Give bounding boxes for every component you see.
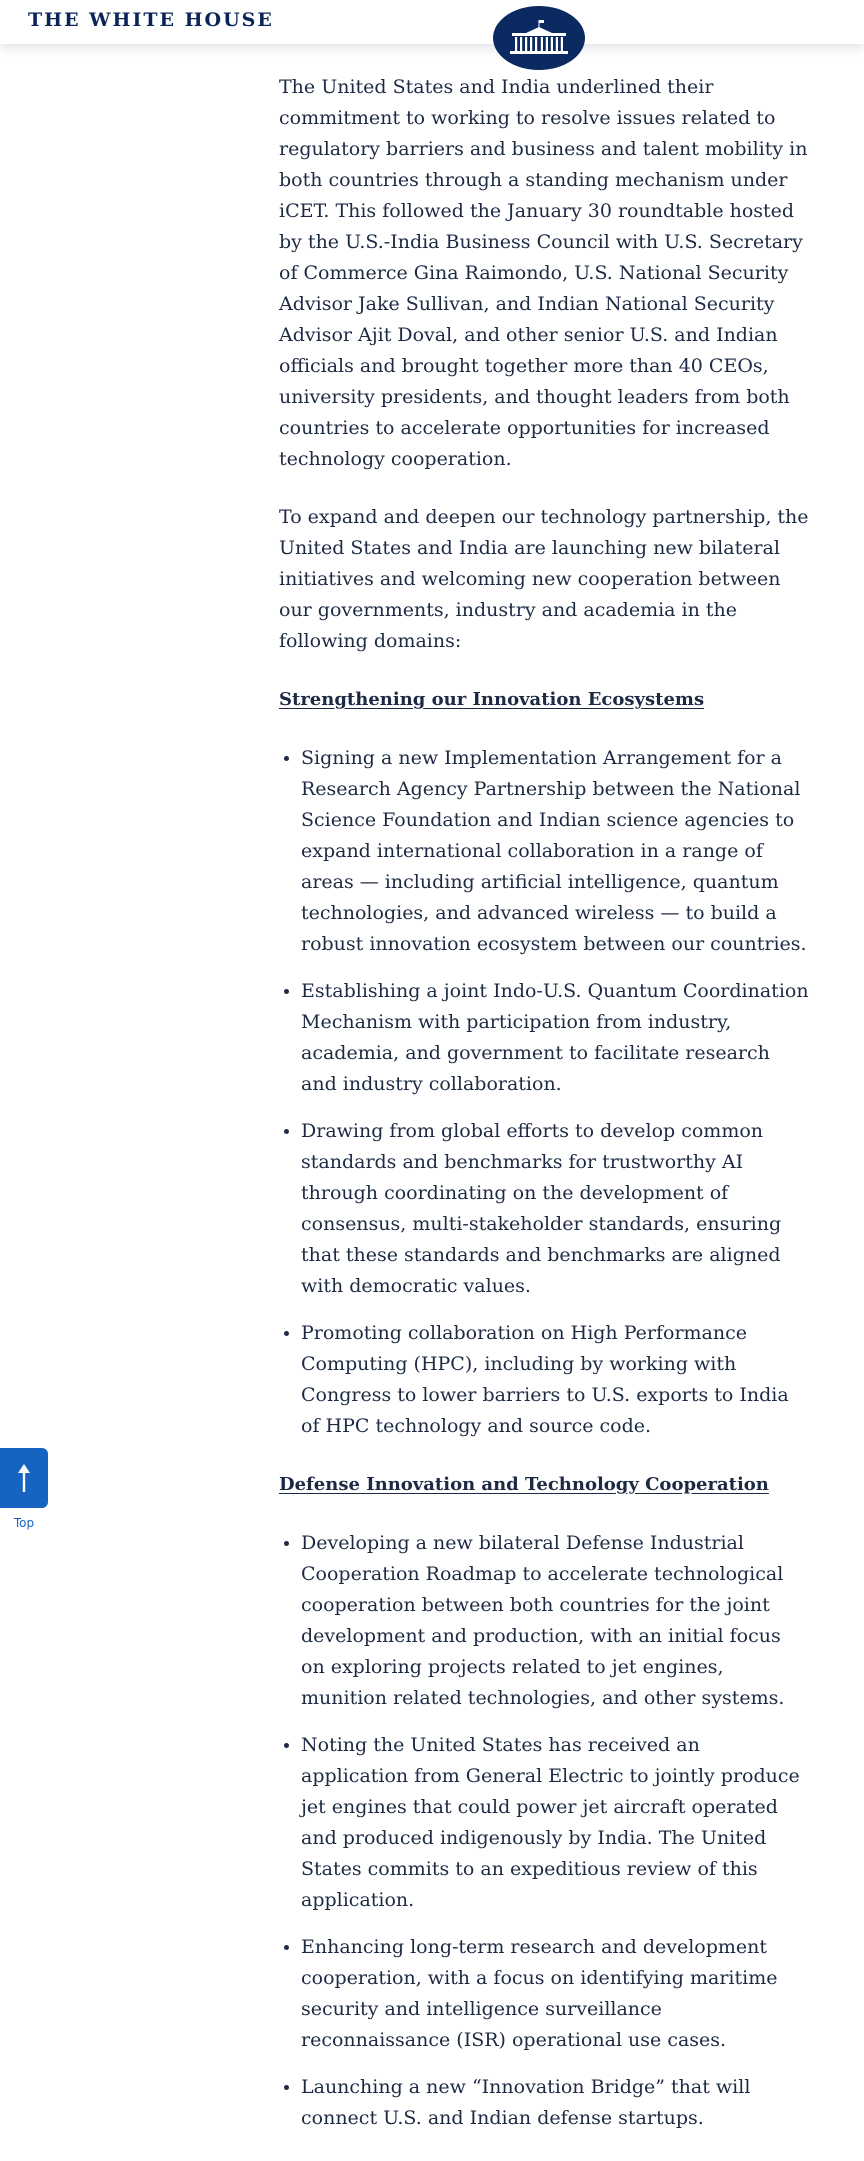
section-heading-innovation-ecosystems: Strengthening our Innovation Ecosystems bbox=[279, 689, 705, 710]
article-body bbox=[279, 72, 809, 2161]
site-brand-link[interactable]: THE WHITE HOUSE bbox=[28, 9, 274, 31]
section-heading-wrapper bbox=[279, 1469, 809, 1500]
bullet-list bbox=[279, 743, 809, 1442]
article-paragraph: To expand and deepen our technology partnership, the United States and India are launching new bilateral initiatives and welcoming new cooperation between our governments, industry and academia in the following domains: bbox=[279, 506, 809, 652]
list-item: • Noting the United States has received an application from General Electric to jointly produce jet engines that could power jet aircraft operated and produced indigenously by India. The United States commits to an expeditious review of this application. bbox=[301, 1730, 809, 1916]
white-house-seal-icon[interactable] bbox=[493, 6, 585, 70]
site-header bbox=[0, 0, 864, 44]
section-heading-defense-innovation: Defense Innovation and Technology Cooperation bbox=[279, 1474, 769, 1495]
bullet-list bbox=[279, 1528, 809, 2134]
list-item: • Developing a new bilateral Defense Industrial Cooperation Roadmap to accelerate technological cooperation between both countries for the joint development and production, with an initial focus on exploring projects related to jet engines, munition related technologies, and other systems. bbox=[301, 1528, 809, 1714]
article-paragraph: The United States and India underlined their commitment to working to resolve issues related to regulatory barriers and business and talent mobility in both countries through a standing mechanism under iCET. This followed the January 30 roundtable hosted by the U.S.-India Business Council with U.S. Secretary of Commerce Gina Raimondo, U.S. National Security Advisor Jake Sullivan, and Indian National Security Advisor Ajit Doval, and other senior U.S. and Indian officials and brought together more than 40 CEOs, university presidents, and thought leaders from both countries to accelerate opportunities for increased technology cooperation. bbox=[279, 76, 808, 470]
list-item: • Establishing a joint Indo-U.S. Quantum Coordination Mechanism with participation from industry, academia, and government to facilitate research and industry collaboration. bbox=[301, 976, 809, 1100]
back-to-top-label[interactable]: Top bbox=[13, 1516, 35, 1530]
list-item: • Promoting collaboration on High Performance Computing (HPC), including by working with Congress to lower barriers to U.S. exports to India of HPC technology and source code. bbox=[301, 1318, 809, 1442]
list-item: • Enhancing long-term research and development cooperation, with a focus on identifying maritime security and intelligence surveillance reconnaissance (ISR) operational use cases. bbox=[301, 1932, 809, 2056]
list-item: • Signing a new Implementation Arrangement for a Research Agency Partnership between the National Science Foundation and Indian science agencies to expand international collaboration in a range of areas — including artificial intelligence, quantum technologies, and advanced wireless — to build a robust innovation ecosystem between our countries. bbox=[301, 743, 809, 960]
section-heading-wrapper bbox=[279, 684, 809, 715]
list-item: • Launching a new “Innovation Bridge” that will connect U.S. and Indian defense startups. bbox=[301, 2072, 809, 2134]
arrow-up-icon bbox=[17, 1463, 31, 1493]
white-house-building-icon bbox=[508, 18, 570, 58]
back-to-top-button[interactable] bbox=[0, 1448, 48, 1508]
list-item: • Drawing from global efforts to develop common standards and benchmarks for trustworthy AI through coordinating on the development of consensus, multi-stakeholder standards, ensuring that these standards and benchmarks are aligned with democratic values. bbox=[301, 1116, 809, 1302]
